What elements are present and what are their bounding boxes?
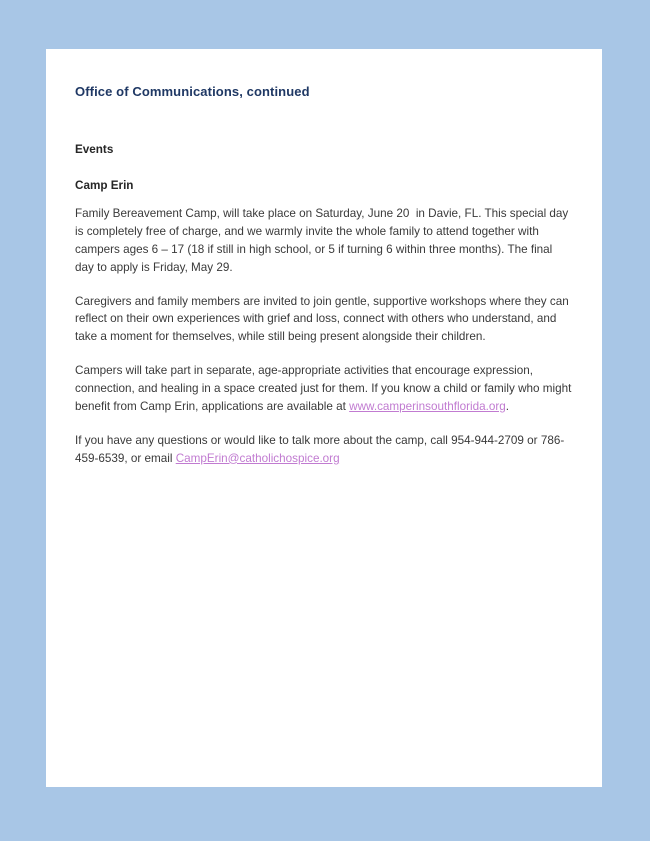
- camp-erin-email-link[interactable]: CampErin@catholichospice.org: [175, 451, 340, 465]
- page-title: Office of Communications, continued: [75, 84, 310, 99]
- paragraph-campers-period: .: [505, 399, 509, 413]
- event-heading-camp-erin: Camp Erin: [75, 178, 134, 192]
- paragraph-campers: [75, 362, 574, 415]
- paragraph-campers-text: Campers will take part in separate, age-appropriate activities that encourage expression, connection, and healing in a space created just for them. If you know a child or family who might benefit from Camp Erin, applications are available at: [75, 364, 575, 413]
- camp-erin-website-link[interactable]: www.camperinsouthflorida.org: [349, 399, 506, 413]
- document-page: [46, 49, 602, 787]
- section-heading-events: Events: [75, 143, 114, 156]
- paragraph-contact: [75, 432, 574, 467]
- paragraph-contact-text: If you have any questions or would like to talk more about the camp, call 954-944-2709 or 786-459-6539, or email: [75, 433, 565, 465]
- paragraph-caregivers: Caregivers and family members are invited to join gentle, supportive workshops where they can reflect on their own experiences with grief and loss, connect with others who understand, and take a moment for themselves, while still being present alongside their children.: [75, 294, 572, 344]
- paragraph-camp-details: Family Bereavement Camp, will take place on Saturday, June 20 in Davie, FL. This special day is completely free of charge, and we warmly invite the whole family to attend together with campers ages 6 – 17 (18 if still in high school, or 5 if turning 6 within three months). The final day to apply is Friday, May 29.: [75, 207, 572, 274]
